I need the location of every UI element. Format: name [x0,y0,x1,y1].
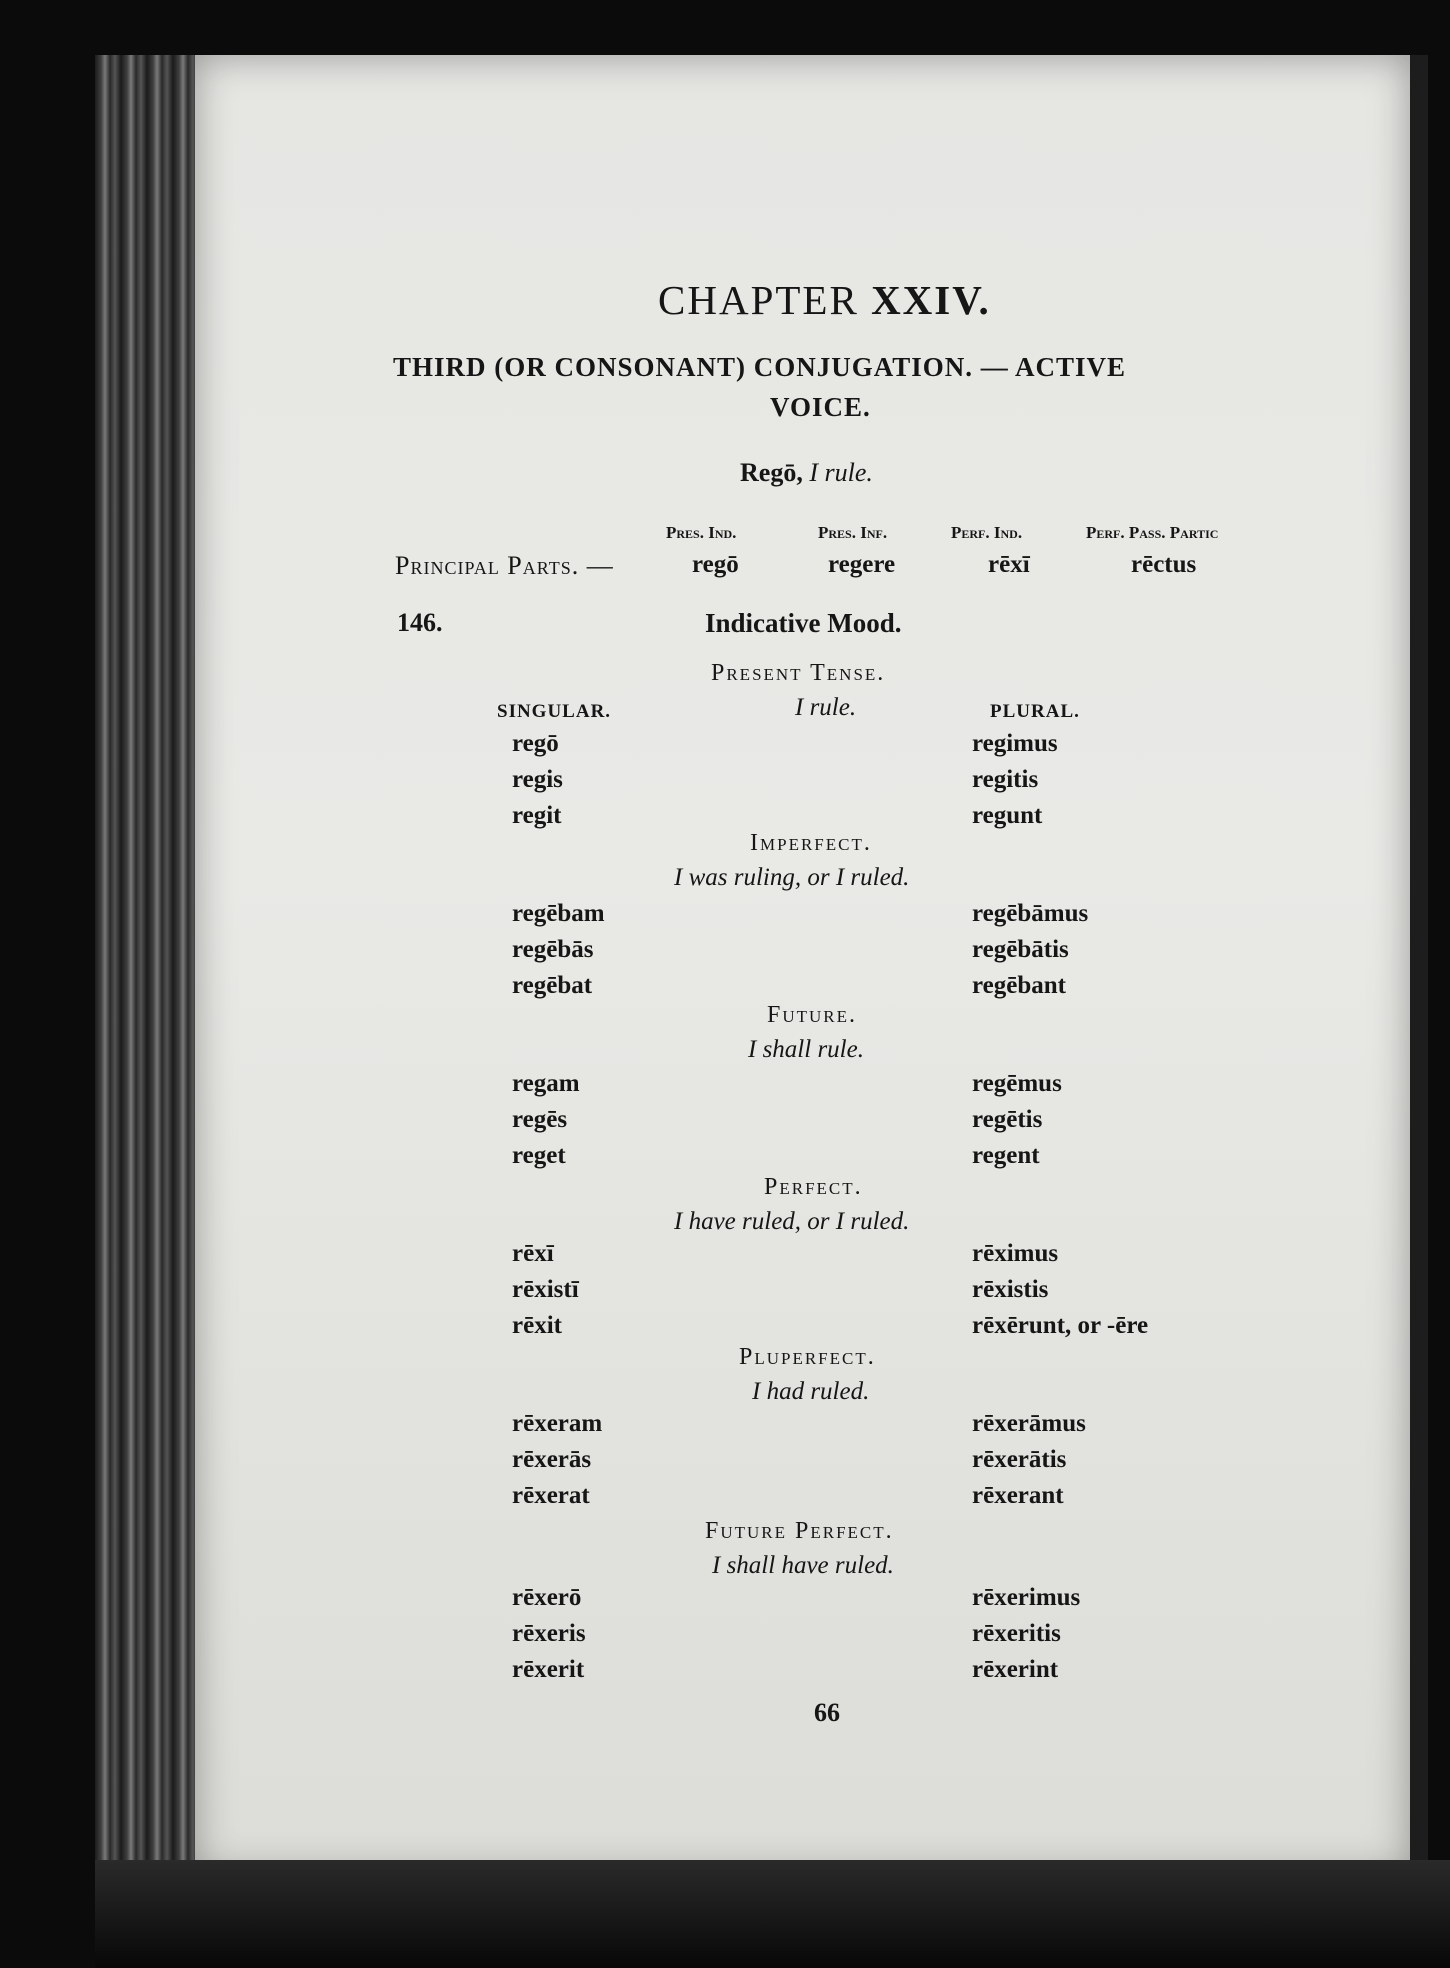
verb-latin: Regō, [740,458,803,487]
plural-form: regunt [972,802,1043,829]
chapter-title [658,276,991,324]
tense-translation: I shall rule. [748,1036,864,1063]
plural-form: rēxeritis [972,1620,1061,1647]
bottom-shadow [95,1860,1450,1968]
plural-form: regētis [972,1106,1043,1133]
page-number: 66 [814,1698,840,1727]
singular-form: regō [512,730,559,757]
tense-translation: I was ruling, or I ruled. [674,864,910,891]
singular-form: reget [512,1142,566,1169]
tense-translation: I shall have ruled. [712,1552,894,1579]
singular-header: SINGULAR. [497,701,612,722]
plural-form: regitis [972,766,1039,793]
tense-name: Imperfect. [750,830,872,856]
book-spine [95,55,205,1875]
plural-form: rēxerant [972,1482,1064,1509]
mood-heading: Indicative Mood. [705,608,902,638]
plural-form: rēxerimus [972,1584,1081,1611]
plural-form: rēximus [972,1240,1059,1267]
tense-name: Future. [767,1002,858,1028]
plural-form: rēxerint [972,1656,1059,1683]
pp-form-pres-inf: regere [828,551,896,578]
singular-form: regēs [512,1106,568,1133]
tense-translation: I have ruled, or I ruled. [674,1208,910,1235]
pp-form-perf-pass-partic: rēctus [1131,551,1197,578]
singular-form: rēxerat [512,1482,590,1509]
pp-label-pres-ind: Pres. Ind. [666,523,737,542]
singular-form: regam [512,1070,580,1097]
singular-form: regēbat [512,972,593,999]
singular-form: rēxistī [512,1276,579,1303]
verb-heading [740,458,873,488]
plural-form: rēxistis [972,1276,1049,1303]
plural-form: rēxerātis [972,1446,1067,1473]
tense-name: Present Tense. [711,660,886,686]
pp-label-perf-ind: Perf. Ind. [951,523,1023,542]
principal-parts-label: Principal Parts. — [395,551,614,580]
tense-name: Pluperfect. [739,1344,876,1370]
tense-translation: I rule. [795,694,857,721]
singular-form: rēxerās [512,1446,592,1473]
plural-form: regēbāmus [972,900,1089,927]
chapter-number: XXIV. [871,277,991,323]
singular-form: rēxit [512,1312,562,1339]
singular-form: rēxeris [512,1620,586,1647]
plural-form: rēxērunt, or -ēre [972,1312,1149,1339]
page-right-edge [1410,55,1428,1875]
pp-label-perf-pass-partic: Perf. Pass. Partic [1086,523,1219,542]
singular-form: regēbās [512,936,594,963]
book-page [195,55,1410,1875]
plural-form: rēxerāmus [972,1410,1086,1437]
plural-form: regēbātis [972,936,1069,963]
plural-form: regēmus [972,1070,1062,1097]
pp-label-pres-inf: Pres. Inf. [818,523,888,542]
plural-form: regēbant [972,972,1066,999]
pp-form-pres-ind: regō [692,551,739,578]
chapter-label: CHAPTER [658,277,859,323]
singular-form: rēxerō [512,1584,582,1611]
conjugation-heading-voice: VOICE. [770,392,871,422]
pp-form-perf-ind: rēxī [988,551,1030,578]
conjugation-heading: THIRD (OR CONSONANT) CONJUGATION. — ACTIVE [393,352,1127,382]
section-number: 146. [397,608,443,637]
singular-form: rēxeram [512,1410,603,1437]
singular-form: rēxī [512,1240,554,1267]
plural-form: regent [972,1142,1040,1169]
singular-form: rēxerit [512,1656,585,1683]
singular-form: regis [512,766,563,793]
singular-form: regēbam [512,900,605,927]
singular-form: regit [512,802,562,829]
tense-name: Future Perfect. [705,1518,894,1544]
plural-form: regimus [972,730,1058,757]
verb-english: I rule. [809,458,873,487]
tense-name: Perfect. [764,1174,863,1200]
plural-header: PLURAL. [990,701,1080,722]
tense-translation: I had ruled. [752,1378,870,1405]
